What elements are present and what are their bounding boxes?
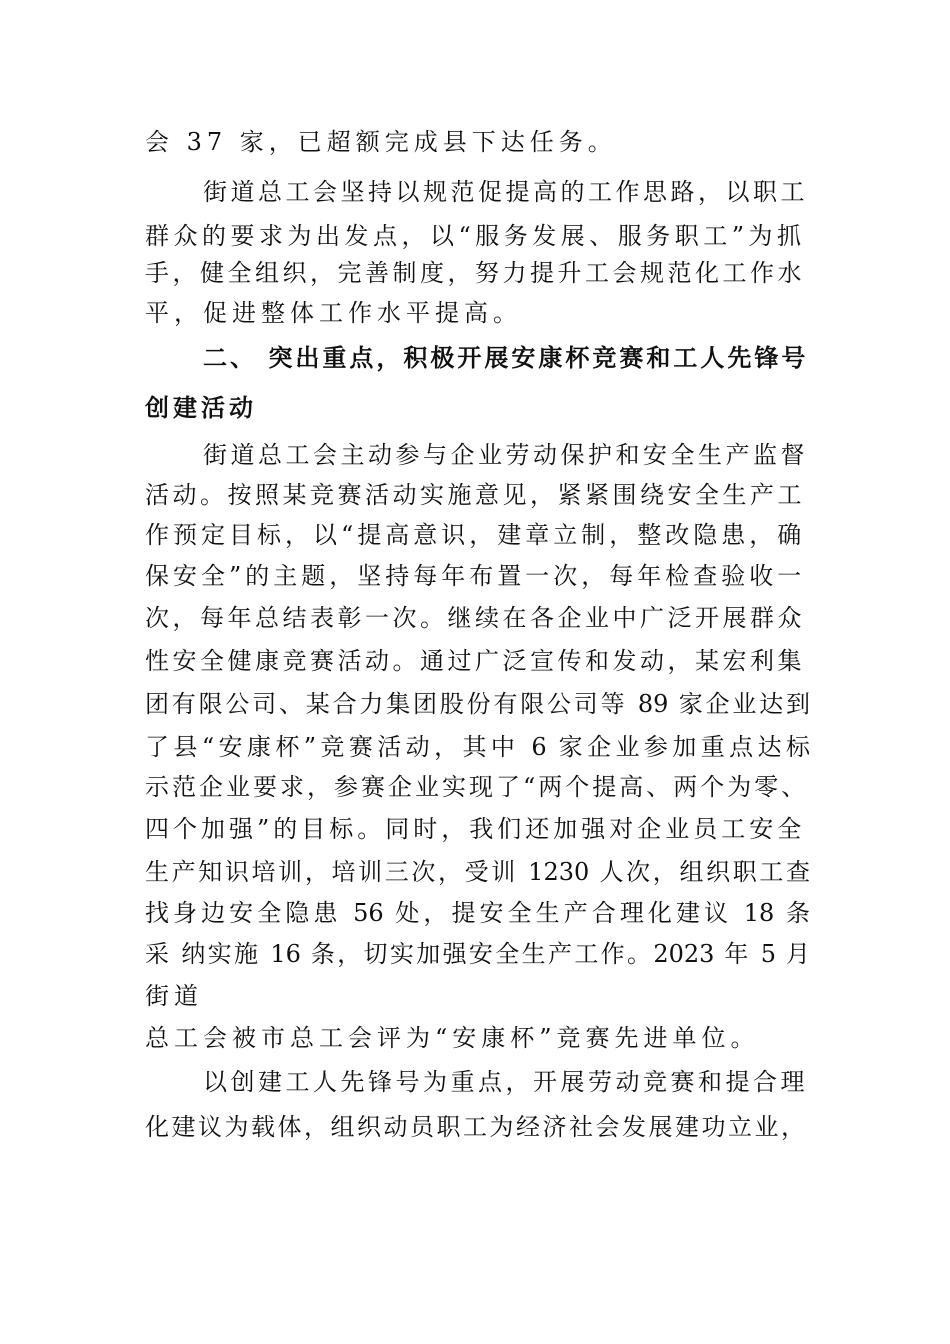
text-line: 了县“安康杯”竞赛活动，其中 6 家企业参加重点达标 xyxy=(145,733,810,761)
text-line: 群众的要求为出发点，以“服务发展、服务职工”为抓 xyxy=(145,222,806,250)
text-line: 以创建工人先锋号为重点，开展劳动竞赛和提合理 xyxy=(203,1068,808,1096)
text-line: 四个加强”的目标。同时，我们还加强对企业员工安全 xyxy=(145,815,806,843)
text-line: 手，健全组织，完善制度，努力提升工会规范化工作水 xyxy=(145,259,805,287)
text-line: 化建议为载体，组织动员职工为经济社会发展建功立业， xyxy=(145,1113,808,1141)
text-line: 示范企业要求，参赛企业实现了“两个提高、两个为零、 xyxy=(145,773,809,801)
text-line: 次，每年总结表彰一次。继续在各企业中广泛开展群众 xyxy=(145,604,805,632)
text-line: 保安全”的主题，坚持每年布置一次，每年检查验收一 xyxy=(145,562,806,590)
text-line: 街道 xyxy=(145,982,203,1010)
text-line: 总工会被市总工会评为“安康杯”竞赛先进单位。 xyxy=(145,1024,760,1052)
text-line: 团有限公司、某合力集团股份有限公司等 89 家企业达到 xyxy=(145,690,810,718)
text-line: 街道总工会主动参与企业劳动保护和安全生产监督 xyxy=(203,441,808,469)
text-line: 采 纳实施 16 条，切实加强安全生产工作。2023 年 5 月 xyxy=(145,940,810,968)
text-line: 活动。按照某竞赛活动实施意见，紧紧围绕安全生产工 xyxy=(145,481,805,509)
text-line: 找身边安全隐患 56 处，提安全生产合理化建议 18 条 xyxy=(145,899,810,927)
section-heading-continued: 创建活动 xyxy=(145,394,257,422)
text-line: 性安全健康竞赛活动。通过广泛宣传和发动，某宏利集 xyxy=(145,647,805,675)
text-line: 平，促进整体工作水平提高。 xyxy=(145,299,522,327)
text-line: 作预定目标，以“提高意识，建章立制，整改隐患，确 xyxy=(145,521,806,549)
text-line: 会 37 家，已超额完成县下达任务。 xyxy=(145,128,617,156)
section-heading: 二、 突出重点，积极开展安康杯竞赛和工人先锋号 xyxy=(203,344,809,372)
text-line: 生产知识培训，培训三次，受训 1230 人次，组织职工查 xyxy=(145,858,810,886)
text-line: 街道总工会坚持以规范促提高的工作思路，以职工 xyxy=(203,178,808,206)
